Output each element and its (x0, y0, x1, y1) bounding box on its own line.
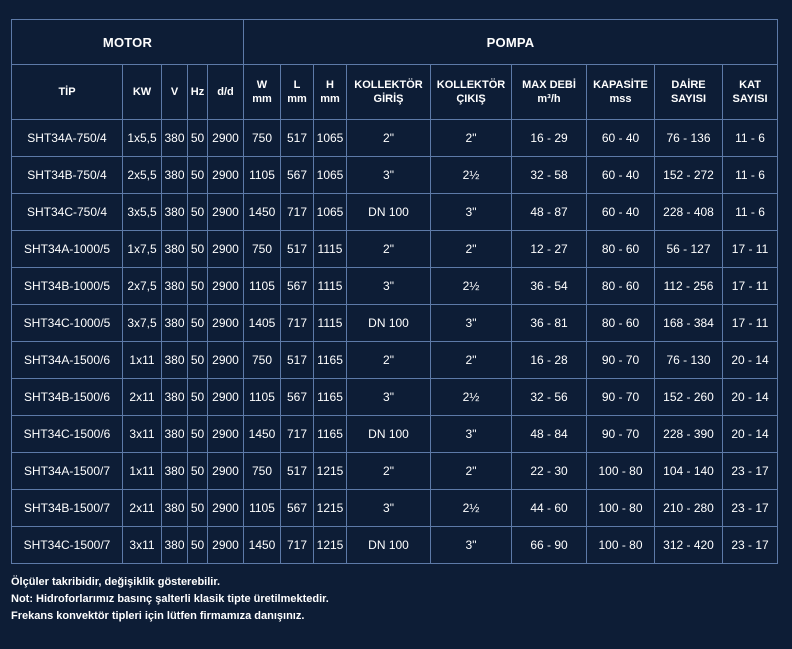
cell-l: 717 (281, 305, 314, 342)
cell-w: 750 (244, 231, 281, 268)
col-header-l: L mm (281, 65, 314, 120)
cell-v: 380 (162, 416, 188, 453)
table-row (12, 490, 778, 527)
cell-tip: SHT34B-1000/5 (12, 268, 123, 305)
cell-tip: SHT34C-1000/5 (12, 305, 123, 342)
cell-kat-sayisi: 23 - 17 (723, 453, 778, 490)
cell-kapasite: 60 - 40 (587, 194, 655, 231)
cell-kollektor-giris: 3" (347, 268, 431, 305)
cell-dd: 2900 (208, 379, 244, 416)
cell-dd: 2900 (208, 305, 244, 342)
cell-h: 1065 (314, 157, 347, 194)
col-header-w: W mm (244, 65, 281, 120)
cell-hz: 50 (188, 120, 208, 157)
cell-dd: 2900 (208, 416, 244, 453)
cell-kollektor-giris: 2" (347, 231, 431, 268)
cell-v: 380 (162, 490, 188, 527)
col-header-kw: KW (123, 65, 162, 120)
cell-kat-sayisi: 23 - 17 (723, 490, 778, 527)
cell-v: 380 (162, 231, 188, 268)
table-row (12, 157, 778, 194)
cell-kat-sayisi: 11 - 6 (723, 120, 778, 157)
col-header-kat-sayisi: KAT SAYISI (723, 65, 778, 120)
cell-kollektor-giris: 3" (347, 157, 431, 194)
cell-kollektor-giris: DN 100 (347, 305, 431, 342)
cell-daire-sayisi: 152 - 260 (655, 379, 723, 416)
cell-kapasite: 90 - 70 (587, 342, 655, 379)
cell-kat-sayisi: 20 - 14 (723, 379, 778, 416)
cell-hz: 50 (188, 305, 208, 342)
cell-l: 517 (281, 453, 314, 490)
cell-kw: 1x11 (123, 342, 162, 379)
cell-h: 1165 (314, 379, 347, 416)
cell-hz: 50 (188, 416, 208, 453)
note-line: Not: Hidroforlarımız basınç şalterli klasik tipte üretilmektedir. (11, 593, 329, 605)
cell-hz: 50 (188, 194, 208, 231)
cell-kapasite: 80 - 60 (587, 231, 655, 268)
cell-kw: 3x7,5 (123, 305, 162, 342)
cell-v: 380 (162, 527, 188, 564)
cell-kw: 2x7,5 (123, 268, 162, 305)
cell-max-debi: 36 - 54 (512, 268, 587, 305)
note-line: Frekans konvektör tipleri için lütfen firmamıza danışınız. (11, 610, 305, 622)
cell-w: 1105 (244, 157, 281, 194)
cell-dd: 2900 (208, 194, 244, 231)
cell-kw: 1x5,5 (123, 120, 162, 157)
col-header-kollektor-giris: KOLLEKTÖR GİRİŞ (347, 65, 431, 120)
cell-l: 717 (281, 527, 314, 564)
col-header-dd: d/d (208, 65, 244, 120)
cell-kollektor-giris: 2" (347, 120, 431, 157)
cell-daire-sayisi: 112 - 256 (655, 268, 723, 305)
cell-kw: 3x5,5 (123, 194, 162, 231)
cell-dd: 2900 (208, 527, 244, 564)
table-row (12, 416, 778, 453)
col-header-kapasite: KAPASİTE mss (587, 65, 655, 120)
cell-max-debi: 48 - 84 (512, 416, 587, 453)
cell-kapasite: 100 - 80 (587, 453, 655, 490)
cell-v: 380 (162, 379, 188, 416)
cell-max-debi: 16 - 29 (512, 120, 587, 157)
cell-l: 717 (281, 416, 314, 453)
cell-w: 1405 (244, 305, 281, 342)
table-row (12, 231, 778, 268)
cell-h: 1215 (314, 527, 347, 564)
cell-hz: 50 (188, 157, 208, 194)
cell-kat-sayisi: 20 - 14 (723, 416, 778, 453)
cell-kw: 3x11 (123, 416, 162, 453)
cell-h: 1165 (314, 416, 347, 453)
cell-h: 1165 (314, 342, 347, 379)
cell-dd: 2900 (208, 490, 244, 527)
table-row (12, 379, 778, 416)
cell-kapasite: 60 - 40 (587, 120, 655, 157)
cell-kollektor-cikis: 2½ (431, 490, 512, 527)
cell-l: 567 (281, 268, 314, 305)
group-header-row (12, 20, 778, 65)
cell-kollektor-cikis: 2½ (431, 268, 512, 305)
cell-kollektor-cikis: 2" (431, 120, 512, 157)
cell-kollektor-cikis: 3" (431, 527, 512, 564)
cell-kollektor-giris: DN 100 (347, 527, 431, 564)
cell-kapasite: 60 - 40 (587, 157, 655, 194)
cell-h: 1215 (314, 453, 347, 490)
cell-kw: 2x5,5 (123, 157, 162, 194)
table-row (12, 342, 778, 379)
cell-l: 567 (281, 157, 314, 194)
cell-tip: SHT34A-1000/5 (12, 231, 123, 268)
cell-tip: SHT34C-1500/6 (12, 416, 123, 453)
cell-l: 567 (281, 490, 314, 527)
cell-daire-sayisi: 168 - 384 (655, 305, 723, 342)
cell-tip: SHT34C-1500/7 (12, 527, 123, 564)
cell-hz: 50 (188, 379, 208, 416)
cell-tip: SHT34A-750/4 (12, 120, 123, 157)
cell-w: 1105 (244, 379, 281, 416)
cell-kollektor-giris: DN 100 (347, 194, 431, 231)
table-row (12, 120, 778, 157)
cell-kapasite: 100 - 80 (587, 490, 655, 527)
cell-daire-sayisi: 210 - 280 (655, 490, 723, 527)
cell-kat-sayisi: 17 - 11 (723, 268, 778, 305)
cell-kw: 2x11 (123, 379, 162, 416)
cell-kollektor-giris: 3" (347, 490, 431, 527)
cell-w: 1105 (244, 490, 281, 527)
cell-dd: 2900 (208, 453, 244, 490)
cell-daire-sayisi: 76 - 130 (655, 342, 723, 379)
cell-kollektor-cikis: 2" (431, 342, 512, 379)
cell-daire-sayisi: 312 - 420 (655, 527, 723, 564)
cell-h: 1215 (314, 490, 347, 527)
cell-kollektor-cikis: 3" (431, 305, 512, 342)
col-header-daire-sayisi: DAİRE SAYISI (655, 65, 723, 120)
col-header-kollektor-cikis: KOLLEKTÖR ÇIKIŞ (431, 65, 512, 120)
cell-w: 1450 (244, 416, 281, 453)
cell-daire-sayisi: 228 - 390 (655, 416, 723, 453)
cell-h: 1115 (314, 268, 347, 305)
cell-kw: 3x11 (123, 527, 162, 564)
cell-kollektor-giris: 2" (347, 342, 431, 379)
cell-tip: SHT34A-1500/6 (12, 342, 123, 379)
cell-hz: 50 (188, 453, 208, 490)
cell-kollektor-cikis: 2½ (431, 379, 512, 416)
cell-v: 380 (162, 268, 188, 305)
cell-hz: 50 (188, 342, 208, 379)
cell-tip: SHT34A-1500/7 (12, 453, 123, 490)
col-header-max-debi: MAX DEBİ m³/h (512, 65, 587, 120)
cell-v: 380 (162, 453, 188, 490)
cell-kollektor-cikis: 3" (431, 194, 512, 231)
cell-max-debi: 66 - 90 (512, 527, 587, 564)
cell-l: 567 (281, 379, 314, 416)
cell-kollektor-cikis: 2" (431, 453, 512, 490)
cell-dd: 2900 (208, 120, 244, 157)
cell-hz: 50 (188, 490, 208, 527)
col-header-hz: Hz (188, 65, 208, 120)
cell-max-debi: 44 - 60 (512, 490, 587, 527)
cell-kw: 1x7,5 (123, 231, 162, 268)
table-row (12, 453, 778, 490)
cell-kapasite: 90 - 70 (587, 416, 655, 453)
cell-h: 1115 (314, 231, 347, 268)
cell-w: 750 (244, 453, 281, 490)
cell-l: 517 (281, 231, 314, 268)
cell-hz: 50 (188, 268, 208, 305)
cell-kat-sayisi: 17 - 11 (723, 305, 778, 342)
cell-dd: 2900 (208, 231, 244, 268)
cell-kw: 1x11 (123, 453, 162, 490)
cell-w: 1105 (244, 268, 281, 305)
cell-kat-sayisi: 20 - 14 (723, 342, 778, 379)
pump-spec-table (11, 19, 778, 564)
cell-max-debi: 32 - 56 (512, 379, 587, 416)
cell-hz: 50 (188, 231, 208, 268)
cell-v: 380 (162, 157, 188, 194)
cell-kollektor-giris: 3" (347, 379, 431, 416)
cell-v: 380 (162, 120, 188, 157)
cell-max-debi: 48 - 87 (512, 194, 587, 231)
cell-h: 1115 (314, 305, 347, 342)
table-row (12, 194, 778, 231)
cell-kapasite: 80 - 60 (587, 268, 655, 305)
cell-kollektor-cikis: 2½ (431, 157, 512, 194)
cell-daire-sayisi: 76 - 136 (655, 120, 723, 157)
cell-max-debi: 12 - 27 (512, 231, 587, 268)
col-header-h: H mm (314, 65, 347, 120)
cell-daire-sayisi: 152 - 272 (655, 157, 723, 194)
notes (11, 574, 329, 625)
cell-dd: 2900 (208, 342, 244, 379)
cell-h: 1065 (314, 194, 347, 231)
column-header-row (12, 65, 778, 120)
cell-w: 1450 (244, 194, 281, 231)
cell-kat-sayisi: 11 - 6 (723, 157, 778, 194)
cell-v: 380 (162, 342, 188, 379)
cell-kollektor-giris: DN 100 (347, 416, 431, 453)
cell-l: 517 (281, 120, 314, 157)
cell-v: 380 (162, 305, 188, 342)
cell-tip: SHT34B-1500/7 (12, 490, 123, 527)
cell-tip: SHT34B-1500/6 (12, 379, 123, 416)
cell-dd: 2900 (208, 157, 244, 194)
cell-kollektor-cikis: 2" (431, 231, 512, 268)
cell-hz: 50 (188, 527, 208, 564)
col-header-tip: TİP (12, 65, 123, 120)
cell-tip: SHT34C-750/4 (12, 194, 123, 231)
table-row (12, 305, 778, 342)
cell-kollektor-cikis: 3" (431, 416, 512, 453)
cell-max-debi: 22 - 30 (512, 453, 587, 490)
cell-l: 717 (281, 194, 314, 231)
table-row (12, 268, 778, 305)
cell-daire-sayisi: 228 - 408 (655, 194, 723, 231)
table-row (12, 527, 778, 564)
cell-kat-sayisi: 23 - 17 (723, 527, 778, 564)
cell-kapasite: 100 - 80 (587, 527, 655, 564)
cell-kat-sayisi: 11 - 6 (723, 194, 778, 231)
cell-v: 380 (162, 194, 188, 231)
pompa-group-header: POMPA (244, 20, 778, 65)
note-line: Ölçüler takribidir, değişiklik gösterebilir. (11, 576, 221, 588)
cell-h: 1065 (314, 120, 347, 157)
cell-tip: SHT34B-750/4 (12, 157, 123, 194)
cell-dd: 2900 (208, 268, 244, 305)
cell-w: 750 (244, 120, 281, 157)
cell-w: 1450 (244, 527, 281, 564)
cell-max-debi: 16 - 28 (512, 342, 587, 379)
cell-kapasite: 80 - 60 (587, 305, 655, 342)
cell-max-debi: 32 - 58 (512, 157, 587, 194)
cell-kw: 2x11 (123, 490, 162, 527)
cell-kollektor-giris: 2" (347, 453, 431, 490)
cell-kat-sayisi: 17 - 11 (723, 231, 778, 268)
cell-daire-sayisi: 56 - 127 (655, 231, 723, 268)
cell-l: 517 (281, 342, 314, 379)
col-header-v: V (162, 65, 188, 120)
cell-kapasite: 90 - 70 (587, 379, 655, 416)
cell-w: 750 (244, 342, 281, 379)
cell-max-debi: 36 - 81 (512, 305, 587, 342)
motor-group-header: MOTOR (12, 20, 244, 65)
table-body (12, 120, 778, 564)
cell-daire-sayisi: 104 - 140 (655, 453, 723, 490)
